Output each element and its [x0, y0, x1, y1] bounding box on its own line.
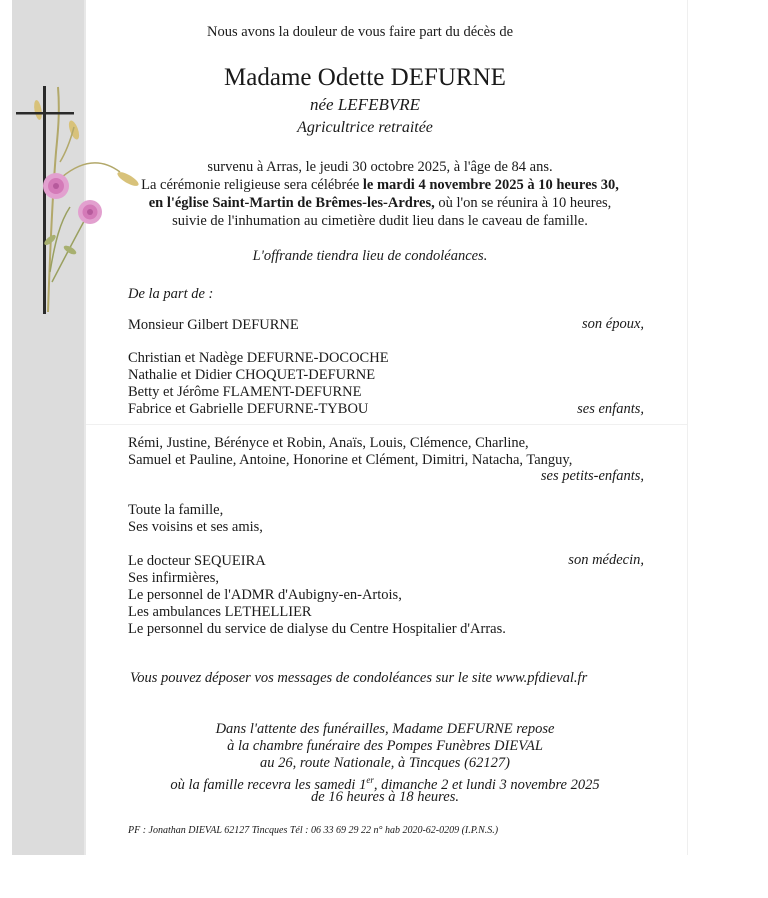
- doctor-name: Le docteur SEQUEIRA: [128, 553, 266, 569]
- visitation-line-5: de 16 heures à 18 heures.: [311, 789, 459, 805]
- family-line: Toute la famille,: [128, 502, 224, 518]
- doctor-relation: son médecin,: [568, 552, 644, 568]
- visitation-days-start: où la famille recevra les samedi 1: [170, 776, 367, 793]
- announcement-line-1: survenu à Arras, le jeudi 30 octobre 2025, à l'âge de 84 ans.: [207, 159, 553, 175]
- visitation-line-1: Dans l'attente des funérailles, Madame DEFURNE repose: [215, 721, 555, 737]
- care-line: Le personnel du service de dialyse du Centre Hospitalier d'Arras.: [128, 621, 506, 637]
- visitation-days-end: , dimanche 2 et lundi 3 novembre 2025: [373, 776, 600, 793]
- fold-line: [86, 424, 687, 425]
- care-line: Les ambulances LETHELLIER: [128, 604, 312, 620]
- neighbors-line: Ses voisins et ses amis,: [128, 519, 263, 535]
- visitation-line-2: à la chambre funéraire des Pompes Funèbres DIEVAL: [227, 738, 543, 754]
- intro-text: Nous avons la douleur de vous faire part du décès de: [206, 24, 513, 40]
- birth-name: née LEFEBVRE: [310, 95, 420, 114]
- spouse-relation: son époux,: [581, 316, 644, 332]
- deceased-name: Madame Odette DEFURNE: [224, 64, 506, 91]
- condolence-website-note: Vous pouvez déposer vos messages de condoléances sur le site www.pfdieval.fr: [130, 670, 588, 686]
- child-line: Christian et Nadège DEFURNE-DOCOCHE: [128, 350, 389, 366]
- offering-note: L'offrande tiendra lieu de condoléances.: [252, 248, 488, 264]
- occupation: Agricultrice retraitée: [297, 119, 433, 136]
- child-line: Betty et Jérôme FLAMENT-DEFURNE: [128, 384, 362, 400]
- announcement-line-2: [90, 177, 670, 194]
- care-line: Ses infirmières,: [128, 570, 220, 586]
- church-name: en l'église Saint-Martin de Brêmes-les-Ardres,: [148, 195, 435, 211]
- ceremony-prefix: La cérémonie religieuse sera célébrée: [141, 177, 363, 193]
- children-relation: ses enfants,: [577, 401, 644, 417]
- grandchildren-line: Samuel et Pauline, Antoine, Honorine et Clément, Dimitri, Natacha, Tanguy,: [128, 452, 573, 468]
- announcement-line-3: [90, 195, 670, 212]
- announcement-line-4: suivie de l'inhumation au cimetière dudit lieu dans le caveau de famille.: [172, 213, 588, 229]
- care-line: Le personnel de l'ADMR d'Aubigny-en-Artois,: [128, 587, 402, 603]
- visitation-line-3: au 26, route Nationale, à Tincques (62127): [260, 755, 510, 771]
- from-label: De la part de :: [128, 286, 214, 302]
- child-line: Nathalie et Didier CHOQUET-DEFURNE: [128, 367, 376, 383]
- gathering-time: où l'on se réunira à 10 heures,: [434, 195, 612, 211]
- grandchildren-line: Rémi, Justine, Bérényce et Robin, Anaïs, Louis, Clémence, Charline,: [128, 435, 529, 451]
- funeral-home-footer: PF : Jonathan DIEVAL 62127 Tincques Tél : 06 33 69 29 22 n° hab 2020-62-0209 (I.P.N.S.): [128, 825, 499, 836]
- paper-right-edge: [687, 0, 688, 855]
- ceremony-date: le mardi 4 novembre 2025 à 10 heures 30,: [362, 177, 619, 193]
- spouse-name: Monsieur Gilbert DEFURNE: [128, 317, 299, 333]
- grandchildren-relation: ses petits-enfants,: [540, 468, 644, 484]
- ordinal-suffix: er: [366, 775, 374, 785]
- child-line: Fabrice et Gabrielle DEFURNE-TYBOU: [128, 401, 369, 417]
